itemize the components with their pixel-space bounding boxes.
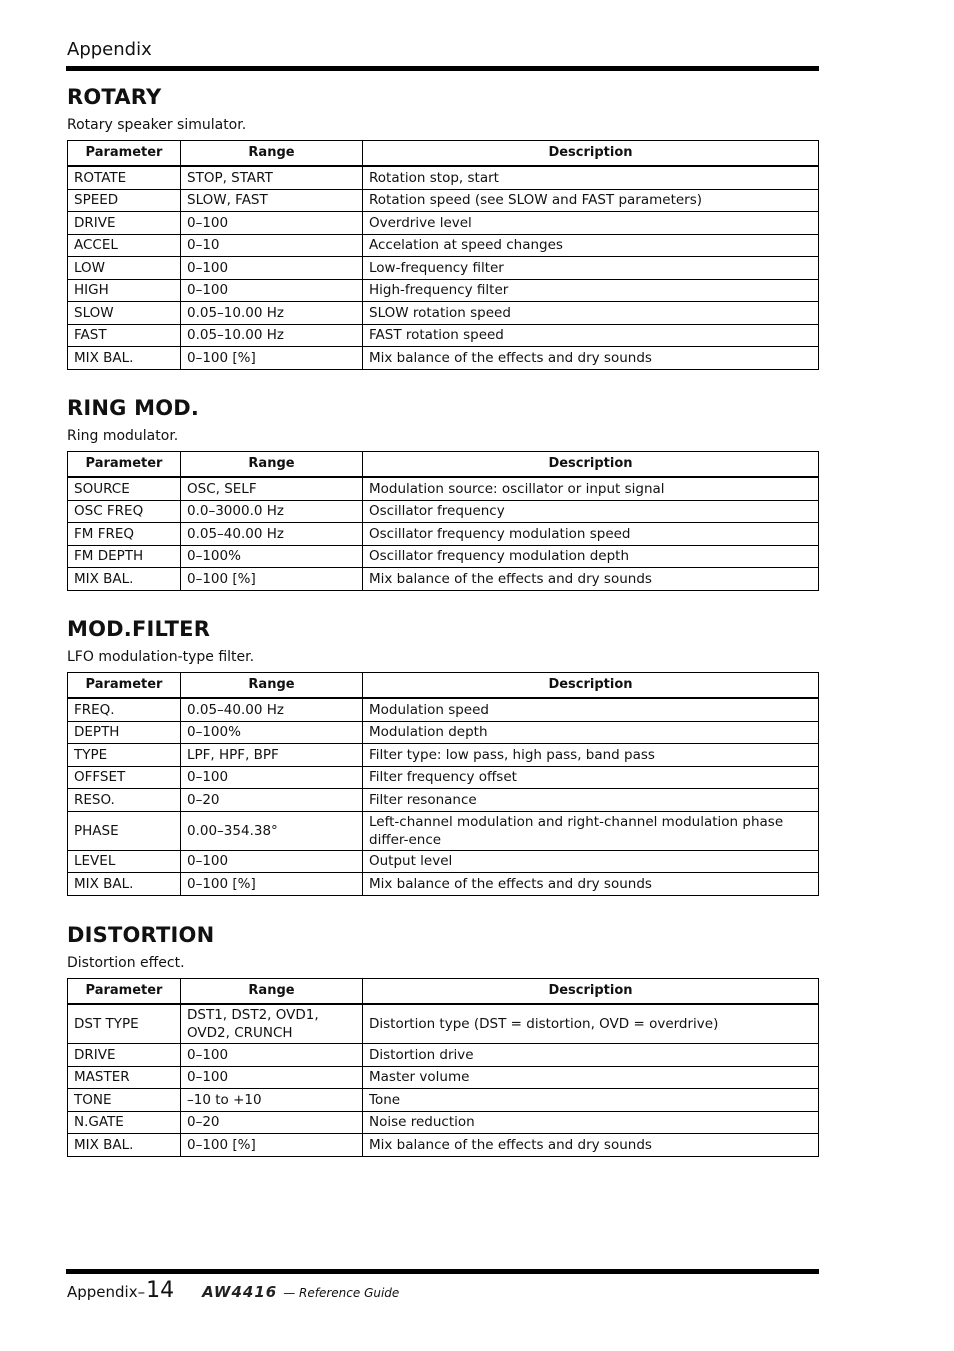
footer-rule <box>66 1269 819 1274</box>
column-header-parameter: Parameter <box>68 141 181 167</box>
guide-title: — Reference Guide <box>283 1286 400 1300</box>
column-header-range: Range <box>181 452 363 478</box>
param-cell: ACCEL <box>68 234 181 257</box>
param-cell: SOURCE <box>68 477 181 500</box>
range-cell: 0–100 <box>181 257 363 280</box>
description-cell: Filter resonance <box>363 789 819 812</box>
range-cell: 0–100% <box>181 545 363 568</box>
table-row <box>68 1066 819 1089</box>
param-cell: MIX BAL. <box>68 347 181 370</box>
param-cell: FM FREQ <box>68 523 181 546</box>
section-description: LFO modulation-type filter. <box>67 649 255 665</box>
param-cell: DEPTH <box>68 721 181 744</box>
param-cell: FM DEPTH <box>68 545 181 568</box>
description-cell: Oscillator frequency <box>363 500 819 523</box>
header-rule <box>66 66 819 71</box>
param-cell: MIX BAL. <box>68 1134 181 1157</box>
range-cell: 0.05–40.00 Hz <box>181 698 363 721</box>
table-row <box>68 1044 819 1067</box>
table-row <box>68 545 819 568</box>
section-description: Rotary speaker simulator. <box>67 117 247 133</box>
table-row <box>68 279 819 302</box>
param-cell: DRIVE <box>68 1044 181 1067</box>
range-cell: 0–100 <box>181 766 363 789</box>
param-cell: ROTATE <box>68 166 181 189</box>
range-cell: 0–100 <box>181 212 363 235</box>
table-row <box>68 789 819 812</box>
range-cell: 0.05–10.00 Hz <box>181 324 363 347</box>
description-cell: Mix balance of the effects and dry sounds <box>363 568 819 591</box>
description-cell: Overdrive level <box>363 212 819 235</box>
description-cell: Accelation at speed changes <box>363 234 819 257</box>
range-cell: 0–100 [%] <box>181 873 363 896</box>
parameter-table <box>67 140 819 370</box>
section-mod-filter <box>67 616 818 896</box>
table-row <box>68 568 819 591</box>
param-cell: DRIVE <box>68 212 181 235</box>
description-cell: Modulation speed <box>363 698 819 721</box>
range-cell: 0–20 <box>181 1111 363 1134</box>
column-header-description: Description <box>363 141 819 167</box>
description-cell: Filter frequency offset <box>363 766 819 789</box>
description-cell: High-frequency filter <box>363 279 819 302</box>
section-rotary <box>67 84 818 370</box>
description-cell: Low-frequency filter <box>363 257 819 280</box>
table-row <box>68 477 819 500</box>
param-cell: FAST <box>68 324 181 347</box>
section-title: ROTARY <box>67 85 162 109</box>
range-cell: OSC, SELF <box>181 477 363 500</box>
description-cell: Modulation source: oscillator or input signal <box>363 477 819 500</box>
param-cell: TONE <box>68 1089 181 1112</box>
parameter-table <box>67 672 819 896</box>
description-cell: Mix balance of the effects and dry sounds <box>363 873 819 896</box>
range-cell: DST1, DST2, OVD1, OVD2, CRUNCH <box>181 1004 363 1044</box>
range-cell: 0–100 [%] <box>181 1134 363 1157</box>
table-row <box>68 850 819 873</box>
param-cell: LEVEL <box>68 850 181 873</box>
page-footer <box>67 1278 399 1308</box>
product-logo: AW4416 <box>202 1283 278 1301</box>
table-row <box>68 523 819 546</box>
section-description: Distortion effect. <box>67 955 185 971</box>
description-cell: Output level <box>363 850 819 873</box>
section-title: DISTORTION <box>67 923 215 947</box>
range-cell: 0–100 <box>181 1044 363 1067</box>
table-header-row <box>68 673 819 699</box>
param-cell: SLOW <box>68 302 181 325</box>
description-cell: Master volume <box>363 1066 819 1089</box>
range-cell: 0–100 <box>181 279 363 302</box>
param-cell: MIX BAL. <box>68 568 181 591</box>
description-cell: Noise reduction <box>363 1111 819 1134</box>
table-row <box>68 811 819 850</box>
table-row <box>68 766 819 789</box>
param-cell: LOW <box>68 257 181 280</box>
description-cell: Rotation speed (see SLOW and FAST parameters) <box>363 189 819 212</box>
section-ring-mod <box>67 395 818 591</box>
param-cell: MIX BAL. <box>68 873 181 896</box>
column-header-range: Range <box>181 673 363 699</box>
range-cell: –10 to +10 <box>181 1089 363 1112</box>
column-header-range: Range <box>181 979 363 1005</box>
description-cell: FAST rotation speed <box>363 324 819 347</box>
range-cell: 0–100 <box>181 850 363 873</box>
description-cell: Distortion type (DST = distortion, OVD = overdrive) <box>363 1004 819 1044</box>
column-header-parameter: Parameter <box>68 673 181 699</box>
table-row <box>68 1134 819 1157</box>
table-header-row <box>68 979 819 1005</box>
param-cell: RESO. <box>68 789 181 812</box>
description-cell: Left-channel modulation and right-channel modulation phase differ-ence <box>363 811 819 850</box>
column-header-parameter: Parameter <box>68 452 181 478</box>
param-cell: N.GATE <box>68 1111 181 1134</box>
description-cell: Oscillator frequency modulation depth <box>363 545 819 568</box>
param-cell: HIGH <box>68 279 181 302</box>
column-header-description: Description <box>363 673 819 699</box>
param-cell: OFFSET <box>68 766 181 789</box>
table-row <box>68 500 819 523</box>
param-cell: DST TYPE <box>68 1004 181 1044</box>
table-header-row <box>68 141 819 167</box>
table-row <box>68 1111 819 1134</box>
table-row <box>68 234 819 257</box>
range-cell: 0.00–354.38° <box>181 811 363 850</box>
description-cell: Filter type: low pass, high pass, band pass <box>363 744 819 767</box>
table-row <box>68 212 819 235</box>
description-cell: Mix balance of the effects and dry sounds <box>363 1134 819 1157</box>
table-row <box>68 721 819 744</box>
param-cell: SPEED <box>68 189 181 212</box>
param-cell: OSC FREQ <box>68 500 181 523</box>
table-row <box>68 698 819 721</box>
description-cell: Oscillator frequency modulation speed <box>363 523 819 546</box>
page-header-label: Appendix <box>67 39 152 60</box>
section-title: MOD.FILTER <box>67 617 211 641</box>
table-row <box>68 166 819 189</box>
table-row <box>68 257 819 280</box>
param-cell: PHASE <box>68 811 181 850</box>
range-cell: LPF, HPF, BPF <box>181 744 363 767</box>
description-cell: Rotation stop, start <box>363 166 819 189</box>
description-cell: Modulation depth <box>363 721 819 744</box>
table-row <box>68 189 819 212</box>
param-cell: FREQ. <box>68 698 181 721</box>
range-cell: 0–10 <box>181 234 363 257</box>
param-cell: TYPE <box>68 744 181 767</box>
range-cell: SLOW, FAST <box>181 189 363 212</box>
section-distortion <box>67 922 818 1157</box>
range-cell: 0–100 [%] <box>181 347 363 370</box>
table-row <box>68 302 819 325</box>
range-cell: 0.05–10.00 Hz <box>181 302 363 325</box>
parameter-table <box>67 978 819 1157</box>
range-cell: 0.05–40.00 Hz <box>181 523 363 546</box>
range-cell: 0–20 <box>181 789 363 812</box>
table-row <box>68 347 819 370</box>
description-cell: Distortion drive <box>363 1044 819 1067</box>
table-row <box>68 744 819 767</box>
column-header-description: Description <box>363 979 819 1005</box>
table-row <box>68 873 819 896</box>
description-cell: Tone <box>363 1089 819 1112</box>
section-title: RING MOD. <box>67 396 200 420</box>
range-cell: 0.0–3000.0 Hz <box>181 500 363 523</box>
section-description: Ring modulator. <box>67 428 179 444</box>
range-cell: 0–100 [%] <box>181 568 363 591</box>
description-cell: SLOW rotation speed <box>363 302 819 325</box>
column-header-description: Description <box>363 452 819 478</box>
column-header-range: Range <box>181 141 363 167</box>
table-row <box>68 1089 819 1112</box>
range-cell: STOP, START <box>181 166 363 189</box>
table-row <box>68 1004 819 1044</box>
column-header-parameter: Parameter <box>68 979 181 1005</box>
parameter-table <box>67 451 819 591</box>
description-cell: Mix balance of the effects and dry sounds <box>363 347 819 370</box>
page-number: 14 <box>146 1278 175 1303</box>
page-label: Appendix– <box>67 1283 146 1301</box>
param-cell: MASTER <box>68 1066 181 1089</box>
table-header-row <box>68 452 819 478</box>
range-cell: 0–100 <box>181 1066 363 1089</box>
table-row <box>68 324 819 347</box>
range-cell: 0–100% <box>181 721 363 744</box>
